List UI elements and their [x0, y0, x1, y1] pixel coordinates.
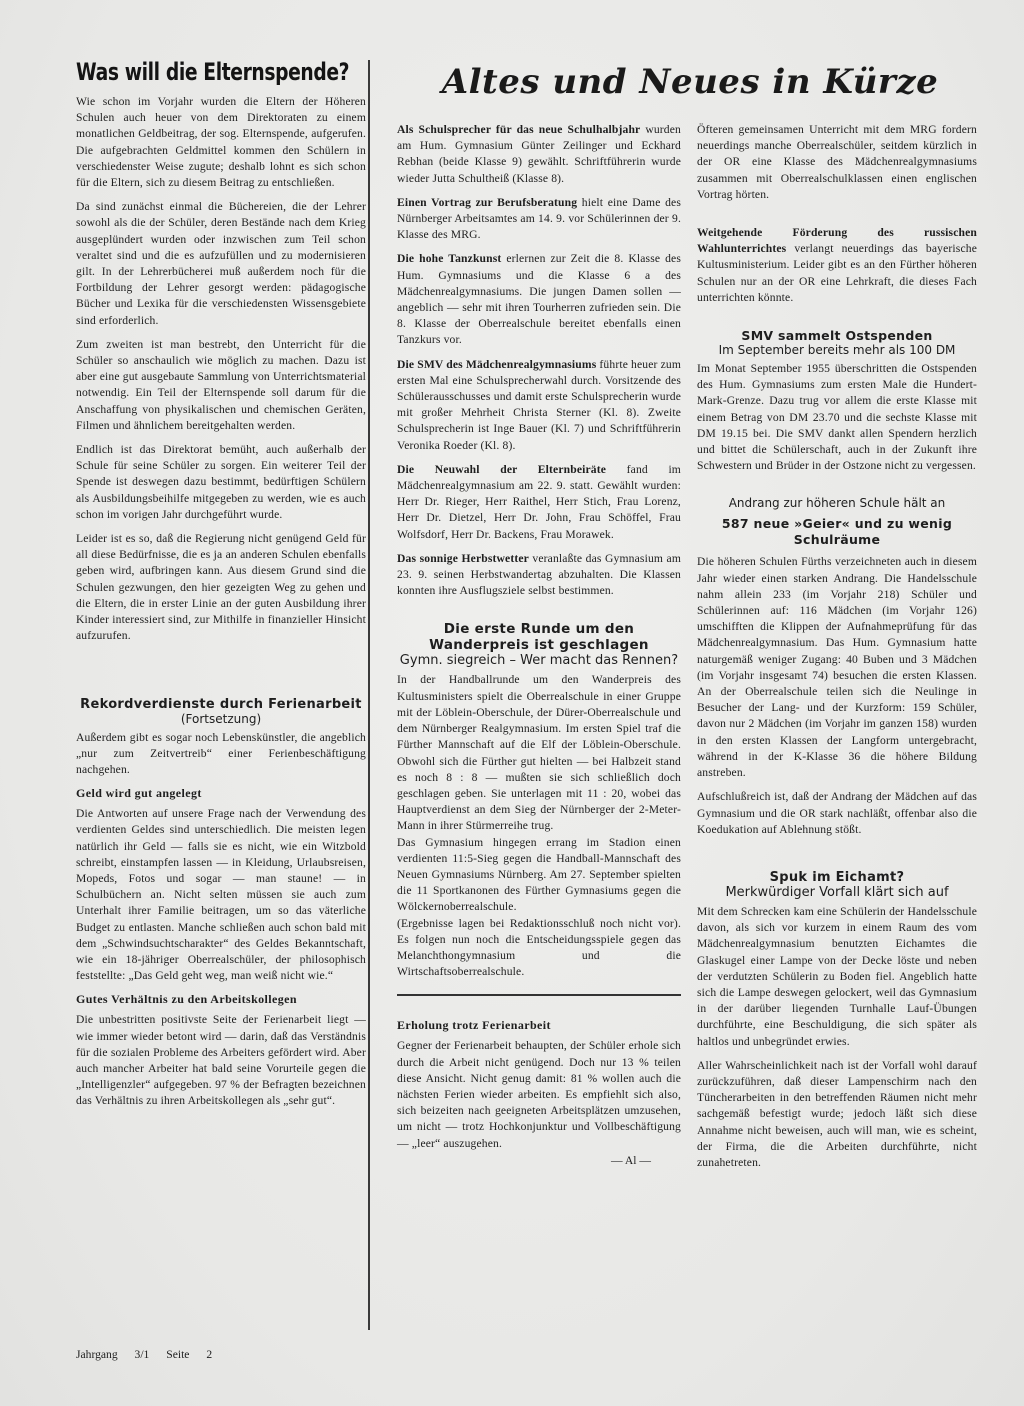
- news-item: [397, 251, 681, 348]
- news-item-lead: Einen Vortrag zur Berufsberatung: [397, 195, 578, 209]
- paragraph: Die unbestritten positivste Seite der Ferienarbeit liegt — wie immer wieder betont wird — darin, daß das Verständnis für die sozialen Probleme des Arbeiters gefördert wird. Aber auch mancher Arbeiter hat bald seine Vorurteile gegen die „Intelligenzler“ aufgegeben. 97 % der Befragten bezeichnen das Verhältnis zu ihren Arbeitskollegen als „sehr gut“.: [76, 1013, 366, 1108]
- news-item-text: veranlaßte das Gymnasium am 23. 9. seinen Herbstwandertag abzuhalten. Die Klassen konnten ihre Ausflugsziele selbst bestimmen.: [397, 551, 681, 598]
- left-column: [76, 58, 366, 1118]
- paragraph: Gegner der Ferienarbeit behaupten, der Schüler erhole sich durch die Arbeit nicht genügend. Doch nur 13 % teilen diese Ansicht. Nicht genug damit: 81 % wollen auch die nächsten Ferien wieder arbeiten. Es empfiehlt sich also, sich beizeiten nach geeigneten Arbeitsplätzen umzusehen, um nicht — trotz Hochkonjunktur und Vollbeschäftigung — „leer“ auszugehen.: [397, 1039, 681, 1150]
- news-item-text: fand im Mädchenrealgymnasium am 22. 9. statt. Gewählt wurden: Herr Dr. Rieger, Herr Raithel, Herr Stich, Frau Lorenz, Herr Dr. Dietzel, Herr Dr. John, Frau Schöffel, Frau Wolfsdorf, Herr Dr. Backens, Frau Morawek.: [397, 462, 681, 541]
- news-item-lead: Als Schulsprecher für das neue Schulhalbjahr: [397, 123, 641, 136]
- article-title-smv: SMV sammelt Ostspenden: [741, 328, 933, 344]
- news-item: [397, 122, 681, 187]
- paragraph: Die Antworten auf unsere Frage nach der Verwendung des verdienten Geldes sind unterschiedlich. Die meisten legen natürlich ihr Geld — falls sie es nicht, wie ein Witzbold schreibt, einstampfen lassen — in Kleidung, Urlaubsreisen, Mopeds, Fotos und sogar — man staune! — in Schulbüchern an. Nicht selten müssen sie auch zum Unterhalt ihrer Familie beitragen, um so das väterliche Budget zu entlasten. Manche schließen auch schon bald mit dem „Schwindsuchtscharakter“ des Geldes Bekanntschaft, wie ein 18-jähriger Oberrealschüler, der philosophisch feststellte: „Das Geld geht weg, man weiß nicht wie.“: [76, 807, 366, 983]
- news-item-lead: Weitgehende Förderung des russischen Wahlunterrichtes: [697, 226, 977, 256]
- news-item: [397, 357, 681, 454]
- paragraph: Endlich ist das Direktorat bemüht, auch außerhalb der Schule für seine Schüler zu sorgen. Ein weiterer Teil der Spende ist deswegen dazu bestimmt, bedürftigen Schülern als Ausbildungsbeihilfe mitgegeben zu werden, wie es auch schon im vorigen Jahr durchgeführt wurde.: [76, 443, 366, 521]
- news-item-text: erlernen zur Zeit die 8. Klasse des Hum. Gymnasiums und die Klasse 6 a des Mädchenrealgymnasiums. Die jungen Damen sollen — angeblich — sehr mit ihren Tourherren zufrieden sein. Die 8. Klasse der Oberrealschule bereitet ebenfalls einen Tanzkurs vor.: [397, 252, 682, 347]
- paragraph: Mit dem Schrecken kam eine Schülerin der Handelsschule davon, als sich vor kurzem in einem Raum des vom Mädchenrealgymnasium benutzten Eichamtes die Glaskugel einer Lampe von der Decke löste und neben der verdutzten Schülerin zu Boden fiel. Angeblich hatte sich die Lampe deswegen gelockert, weil das Gymnasium in der darüber liegenden Turnhalle Lauf-Übungen durchführte, eine Beschuldigung, die sich später als haltlos und unbegründet erwies.: [697, 904, 977, 1048]
- news-item-text: wurden am Hum. Gymnasium Günter Zeilinger und Eckhard Rebhan (beide Klasse 9) gewählt. Schriftführerin wurde wieder Jutta Schultheiß (Klasse 8).: [397, 123, 681, 185]
- middle-column: [397, 122, 681, 1167]
- volume-label: Jahrgang 3/1: [76, 1348, 150, 1361]
- news-item: [397, 551, 681, 600]
- page-number: Seite 2: [166, 1348, 213, 1361]
- article-title-wanderpreis: Die erste Runde um den Wanderpreis ist geschlagen: [429, 621, 649, 654]
- section-divider: [397, 994, 681, 996]
- article-title-elternspende: Was will die Elternspende?: [76, 58, 350, 86]
- news-item-lead: Die hohe Tanzkunst: [397, 252, 502, 266]
- paragraph: Öfteren gemeinsamen Unterricht mit dem MRG fordern neuerdings manche Oberrealschüler, seitdem kürzlich in der OR eine Klasse des Mädchenrealgymnasiums zusammen mit Oberrealschulklassen einen englischen Vortrag hörten.: [697, 123, 977, 201]
- page-footer: [76, 1348, 212, 1361]
- news-item-lead: Die SMV des Mädchenrealgymnasiums: [397, 357, 597, 371]
- news-item-lead: Das sonnige Herbstwetter: [397, 551, 529, 565]
- news-item-text: hielt eine Dame des Nürnberger Arbeitsamtes am 14. 9. vor Schülerinnen der 9. Klasse des MRG.: [397, 195, 681, 242]
- article-title-rekordverdienste: Rekordverdienste durch Ferienarbeit: [80, 696, 362, 712]
- section-heading: Geld wird gut angelegt: [76, 786, 202, 801]
- paragraph: Aufschlußreich ist, daß der Andrang der Mädchen auf das Gymnasium und die OR stark nachläßt, offenbar also die Koedukation auf Ablehnung stößt.: [697, 790, 977, 836]
- article-subtitle: (Fortsetzung): [180, 711, 262, 726]
- paragraph: In der Handballrunde um den Wanderpreis des Kultusministers spielt die Oberrealschule in einer Gruppe mit der Löblein-Oberschule, der Dürer-Oberrealschule und dem Nürnberger Realgymnasium. Im ersten Spiel traf die Fürther Mannschaft auf die Elf der Löblein-Oberschule. Obwohl sich die Fürther gut hielten — bei Halbzeit stand es noch 8 : 8 — mußten sie sich schließlich doch geschlagen geben. Sie unterlagen mit 11 : 20, wobei das Hauptverdienst an dem Sieg der Nürnberger der 2-Meter-Mann in ihrer Stürmerreihe trug.: [397, 673, 681, 833]
- right-column: [697, 122, 977, 1179]
- paragraph: Die höheren Schulen Fürths verzeichneten auch in diesem Jahr wieder einen starken Andrang. Die Handelsschule nahm allein 233 (im Vorjahr 218) Schüler und Schülerinnen auf: 116 Mädchen (im Vorjahr 126) umschifften die Klippen der Aufnahmeprüfung für das Mädchenrealgymnasium. Das Hum. Gymnasium hatte naturgemäß weniger Zugang: 40 Buben und 3 Mädchen (im Vorjahr insgesamt 74) besuchen die ersten Klassen. An der Oberrealschule teilen sich die Neulinge in Besucher der Lang- und der Kurzform: 159 Schüler, davon nur 2 Mädchen (im Vorjahr im ganzen 158) wurden in den ersten Klassen der Langform untergebracht, während in der K-Klasse 36 die höhere Bildung anstreben.: [697, 555, 977, 780]
- article-subtitle: Gymn. siegreich – Wer macht das Rennen?: [399, 653, 679, 669]
- author-signature: — Al —: [611, 1153, 651, 1167]
- article-title-spuk: Spuk im Eichamt?: [769, 869, 905, 885]
- article-title-andrang: 587 neue »Geier« und zu wenig Schulräume: [721, 516, 953, 548]
- article-title-erholung: Erholung trotz Ferienarbeit: [397, 1018, 551, 1033]
- paragraph: (Ergebnisse lagen bei Redaktionsschluß noch nicht vor). Es folgen nun noch die Entscheidungsspiele gegen das Melanchthongymnasium und die Wirtschaftsoberrealschule.: [397, 916, 681, 979]
- news-item: [397, 195, 681, 244]
- paragraph: Wie schon im Vorjahr wurden die Eltern der Höheren Schulen auch heuer von dem Direktoraten zu einem monatlichen Geldbeitrag, der sog. Elternspende, aufgerufen. Die aufgebrachten Geldmittel kommen den Schülern in verschiedenster Weise zugute; deshalb lohnt es sich schon für die Eltern, sich zu diesem Beitrag zu entschließen.: [76, 95, 366, 190]
- news-item-text: verlangt neuerdings das bayerische Kultusministerium. Leider gibt es an den Fürther höheren Schulen nur an der OR eine Lehrkraft, die dieses Fach unterrichten könnte.: [697, 242, 977, 304]
- paragraph: Zum zweiten ist man bestrebt, den Unterricht für die Schüler so anschaulich wie möglich zu machen. Dazu ist aber eine gut ausgebaute Sammlung von Unterrichtsmaterial notwendig. Ein Teil der Elternspende soll darum für die Anschaffung von physikalischen und chemischen Geräten, Filmen und ähnlichem bereitgehalten werden.: [76, 337, 366, 432]
- paragraph: Leider ist es so, daß die Regierung nicht genügend Geld für all diese Bedürfnisse, die es ja an anderen Schulen ebenfalls geben wird, aufbringen kann. Aus diesem Grund sind die Schulen gezwungen, den hier gezeigten Weg zu gehen und die Eltern, die in erster Linie an der guten Ausbildung ihrer Kinder interessiert sind, zur Mithilfe in finanzieller Hinsicht aufzurufen.: [76, 532, 366, 643]
- news-item: [697, 225, 977, 306]
- section-heading: Gutes Verhältnis zu den Arbeitskollegen: [76, 992, 297, 1007]
- column-divider: [368, 60, 370, 1330]
- paragraph: Das Gymnasium hingegen errang im Stadion einen verdienten 11:5-Sieg gegen die Handball-Mannschaft des Neuen Gymnasiums Nürnberg. Am 27. September spielten die 11 Sportkanonen des Fürther Gymnasiums gegen die Wölckernoberrealschule.: [397, 835, 681, 914]
- paragraph: Außerdem gibt es sogar noch Lebenskünstler, die angeblich „nur zum Zeitvertreib“ einer Ferienbeschäftigung nachgehen.: [76, 730, 366, 776]
- news-item: [397, 462, 681, 543]
- section-masthead: Altes und Neues in Kürze: [441, 62, 939, 102]
- news-item-lead: Die Neuwahl der Elternbeiräte: [397, 462, 607, 476]
- news-item-text: führte heuer zum ersten Mal eine Schulsprecherwahl durch. Vorsitzende des Schülerausschusses und damit erste Schulsprecherin wurde mit großer Mehrheit Christa Sterner (Kl. 8). Zweite Schulsprecherin ist Inge Bauer (Kl. 7) und Schriftführerin Veronika Roeder (Kl. 8).: [397, 357, 682, 452]
- article-kicker: Andrang zur höheren Schule hält an: [728, 496, 946, 511]
- article-subtitle: Merkwürdiger Vorfall klärt sich auf: [725, 884, 949, 900]
- article-subtitle: Im September bereits mehr als 100 DM: [718, 343, 956, 358]
- paragraph: Aller Wahrscheinlichkeit nach ist der Vorfall wohl darauf zurückzuführen, daß dieser Lampenschirm nach den Tüncherarbeiten in den betreffenden Räumen nicht mehr sachgemäß befestigt wurde; jedoch läßt sich diese Annahme nicht beweisen, auch will man, wie es scheint, der Firma, die die Arbeiten durchführte, nicht zunahetreten.: [697, 1058, 977, 1169]
- paragraph: Da sind zunächst einmal die Büchereien, die der Lehrer sowohl als die der Schüler, deren Bestände nach dem Krieg ausgeplündert wurden oder inzwischen zum Teil schon veraltet sind und die es aufzufüllen und zu modernisieren gilt. In der Lehrerbücherei muß außerdem noch für die Fortbildung der Lehrer gesorgt werden: pädagogische Bücher und Lexika für die verschiedensten Wissensgebiete sind erforderlich.: [76, 200, 366, 327]
- paragraph: Im Monat September 1955 überschritten die Ostspenden des Hum. Gymnasiums zum ersten Male die Hundert-Mark-Grenze. Dazu trug vor allem die erste Klasse mit einem Betrag von DM 23.70 und die sechste Klasse mit DM 19.15 bei. Die SMV dankt allen Spendern herzlich und bittet die Schülerschaft, auch in der Zukunft ihre Schwestern und Brüder in der Ostzone nicht zu vergessen.: [697, 362, 977, 473]
